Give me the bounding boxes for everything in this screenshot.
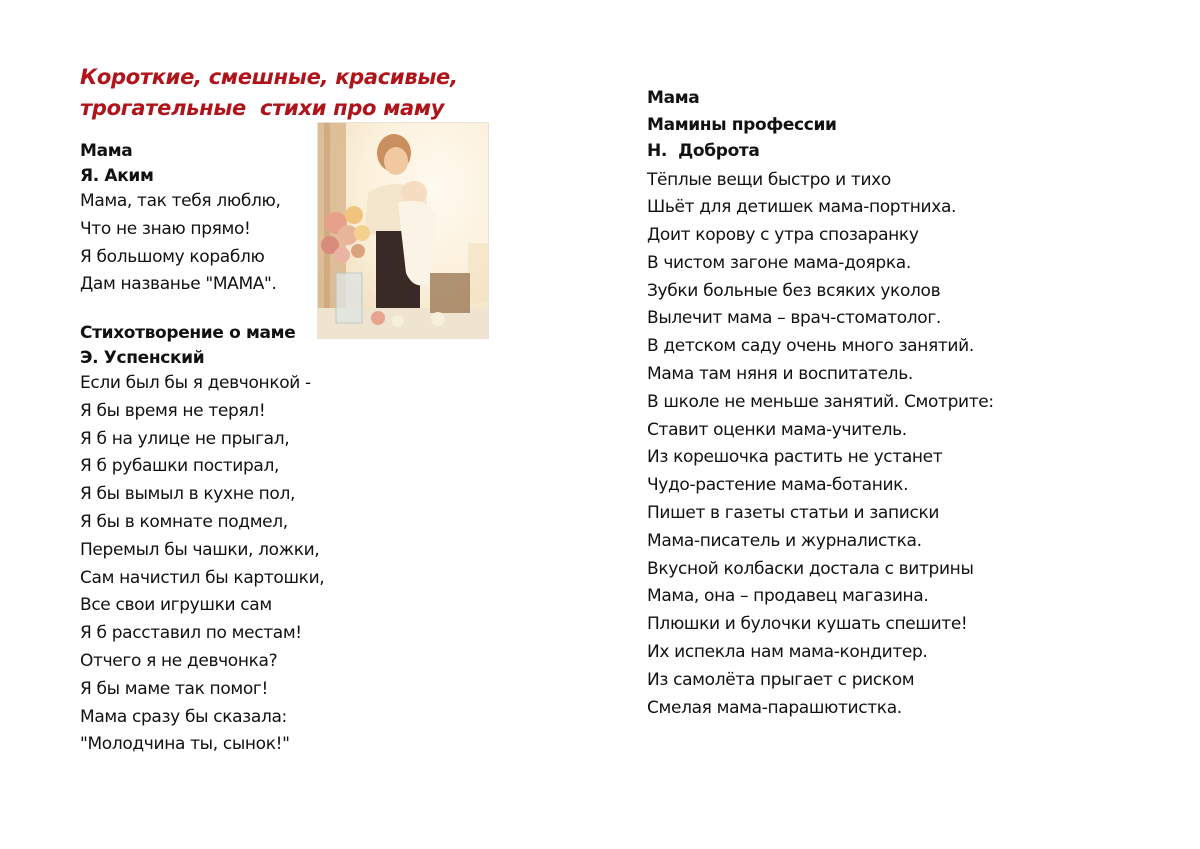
poem-line: В детском саду очень много занятий.	[647, 336, 974, 357]
poem-line: Мама, она – продавец магазина.	[647, 586, 929, 607]
section-heading: Мама	[647, 88, 700, 108]
poem-line: Что не знаю прямо!	[80, 218, 251, 239]
poem-author: Э. Успенский	[80, 347, 205, 368]
poem-line: Мама там няня и воспитатель.	[647, 364, 913, 385]
poem-line: Вкусной колбаски достала с витрины	[647, 558, 974, 579]
poem-line: Мама сразу бы сказала:	[80, 706, 287, 727]
poem-line: Я бы время не терял!	[80, 400, 266, 421]
poem-line: Я б на улице не прыгал,	[80, 428, 290, 449]
poem-title: Стихотворение о маме	[80, 323, 296, 343]
poem-line: Я б рубашки постирал,	[80, 456, 280, 477]
poem-line: Плюшки и булочки кушать спешите!	[647, 614, 968, 635]
poem-title: Мама	[80, 141, 133, 161]
poem-line: Ставит оценки мама-учитель.	[647, 419, 907, 440]
poem-line: Из самолёта прыгает с риском	[647, 669, 915, 690]
poem-line: Смелая мама-парашютистка.	[647, 697, 902, 718]
poem-line: Шьёт для детишек мама-портниха.	[647, 197, 957, 218]
poem-line: Сам начистил бы картошки,	[80, 567, 325, 588]
poem-line: В чистом загоне мама-доярка.	[647, 252, 911, 273]
poem-line: Я бы маме так помог!	[80, 678, 268, 699]
poem-line: Вылечит мама – врач-стоматолог.	[647, 308, 941, 329]
poem-line: Я бы в комнате подмел,	[80, 511, 288, 532]
poem-mama-akim	[80, 139, 281, 299]
poem-line: Все свои игрушки сам	[80, 595, 272, 616]
poem-line: Мама-писатель и журналистка.	[647, 530, 922, 551]
poem-author: Н. Доброта	[647, 141, 760, 161]
poem-line: Перемыл бы чашки, ложки,	[80, 539, 320, 560]
poem-author: Я. Аким	[80, 165, 154, 186]
poem-line: Я бы вымыл в кухне пол,	[80, 484, 296, 505]
poem-line: Пишет в газеты статьи и записки	[647, 503, 940, 524]
poem-line: Отчего я не девчонка?	[80, 650, 278, 671]
poem-line: В школе не меньше занятий. Смотрите:	[647, 391, 994, 412]
poem-line: Мама, так тебя люблю,	[80, 191, 281, 211]
poem-line: Дам названье "МАМА".	[80, 274, 277, 295]
poem-title: Мамины профессии	[647, 114, 837, 135]
page-title-line: трогательные стихи про маму	[80, 96, 445, 120]
poem-line: "Молодчина ты, сынок!"	[80, 734, 290, 755]
poem-line: Я большому кораблю	[80, 246, 265, 267]
poem-line: Я б расставил по местам!	[80, 623, 302, 644]
mother-and-baby-image	[317, 122, 489, 339]
poem-line: Их испекла нам мама-кондитер.	[647, 642, 928, 663]
poem-line: Если был бы я девчонкой -	[80, 373, 311, 393]
poem-line: Чудо-растение мама-ботаник.	[647, 475, 909, 496]
poem-line: Тёплые вещи быстро и тихо	[647, 169, 891, 190]
poem-line: Зубки больные без всяких уколов	[647, 280, 941, 301]
poem-line: Доит корову с утра спозаранку	[647, 225, 919, 246]
page-title	[80, 62, 458, 124]
poem-line: Из корешочка растить не устанет	[647, 447, 943, 468]
mother-and-baby-illustration-icon	[318, 123, 488, 338]
poem-uspensky	[80, 321, 324, 759]
page-title-line: Короткие, смешные, красивые,	[80, 65, 458, 89]
poem-professions	[647, 85, 994, 722]
